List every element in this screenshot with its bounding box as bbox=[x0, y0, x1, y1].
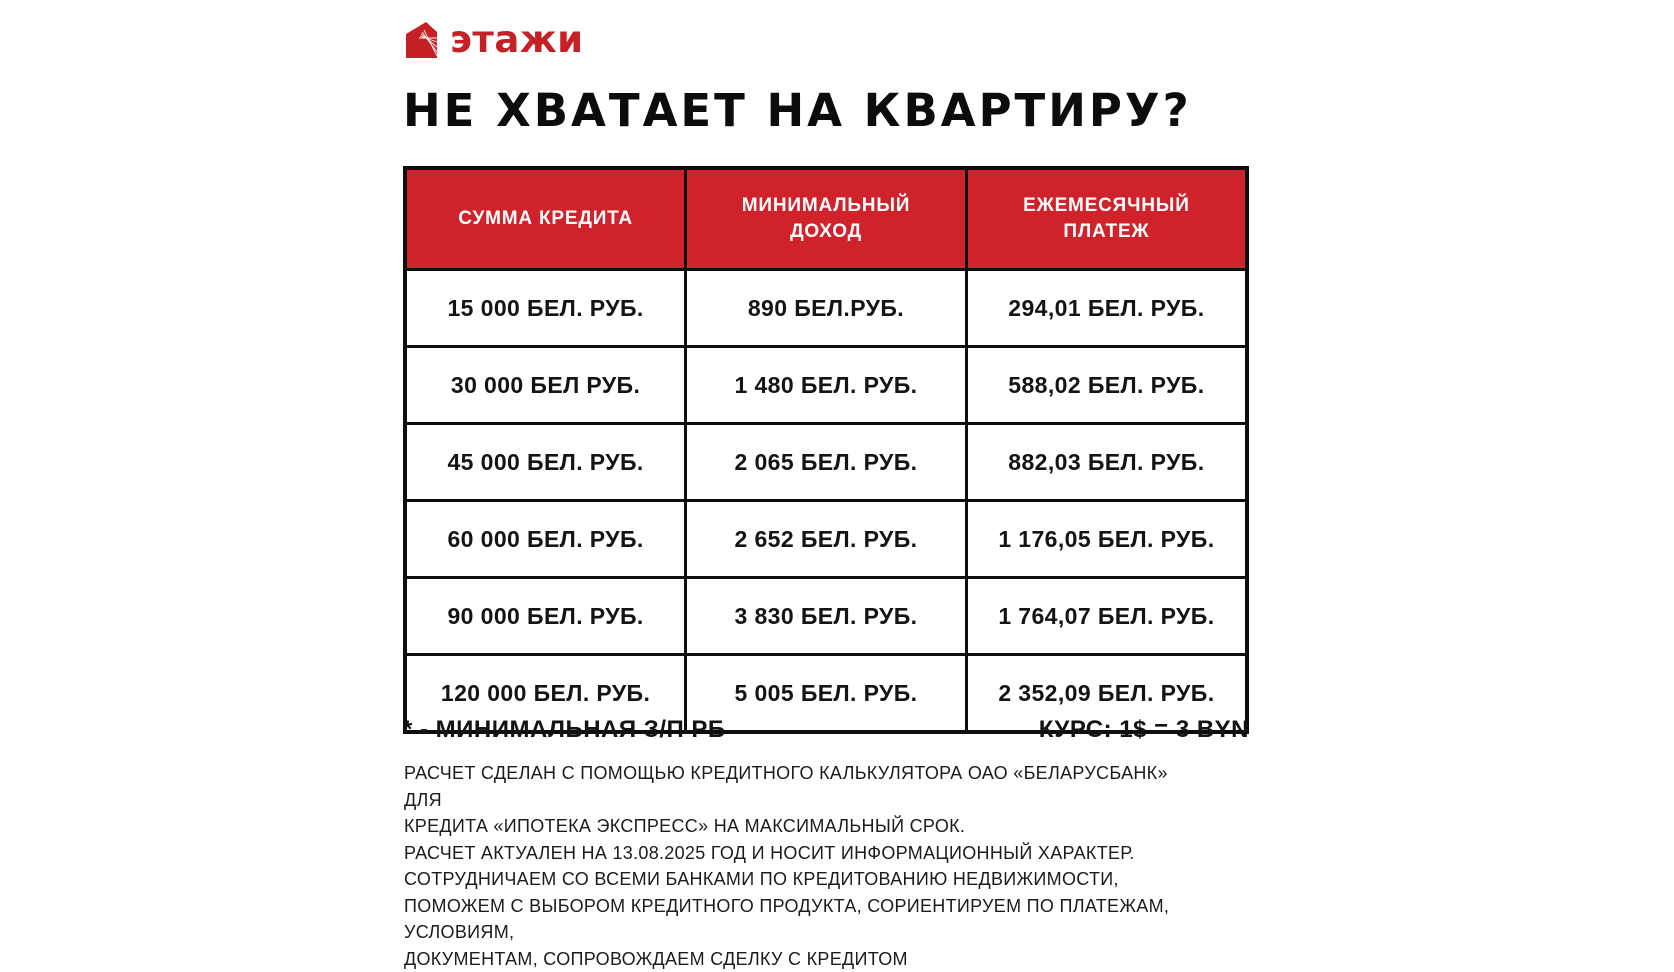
footnote-exchange-rate: КУРС: 1$ = 3 BYN bbox=[1039, 716, 1249, 744]
table-cell: 294,01 БЕЛ. РУБ. bbox=[966, 270, 1247, 347]
brand-logo bbox=[404, 20, 584, 60]
disclaimer-line: УСЛОВИЯМ, bbox=[404, 919, 1204, 946]
table-cell: 2 652 БЕЛ. РУБ. bbox=[686, 501, 967, 578]
table-cell: 5 005 БЕЛ. РУБ. bbox=[686, 655, 967, 733]
table-header-cell: СУММА КРЕДИТА bbox=[405, 168, 686, 270]
table-row bbox=[405, 424, 1247, 501]
table-cell: 45 000 БЕЛ. РУБ. bbox=[405, 424, 686, 501]
table-row bbox=[405, 270, 1247, 347]
page-title: НЕ ХВАТАЕТ НА КВАРТИРУ? bbox=[403, 84, 1183, 137]
table-cell: 588,02 БЕЛ. РУБ. bbox=[966, 347, 1247, 424]
disclaimer-line: КРЕДИТА «ИПОТЕКА ЭКСПРЕСС» НА МАКСИМАЛЬНЫЙ СРОК. bbox=[404, 813, 1204, 840]
table-row bbox=[405, 347, 1247, 424]
disclaimer-line: ДОКУМЕНТАМ, СОПРОВОЖДАЕМ СДЕЛКУ С КРЕДИТОМ bbox=[404, 946, 1204, 972]
table-cell: 890 БЕЛ.РУБ. bbox=[686, 270, 967, 347]
credit-table-header-row bbox=[405, 168, 1247, 270]
table-cell: 1 176,05 БЕЛ. РУБ. bbox=[966, 501, 1247, 578]
table-cell: 1 480 БЕЛ. РУБ. bbox=[686, 347, 967, 424]
table-cell: 2 352,09 БЕЛ. РУБ. bbox=[966, 655, 1247, 733]
table-cell: 882,03 БЕЛ. РУБ. bbox=[966, 424, 1247, 501]
disclaimer-line: ПОМОЖЕМ С ВЫБОРОМ КРЕДИТНОГО ПРОДУКТА, СОРИЕНТИРУЕМ ПО ПЛАТЕЖАМ, bbox=[404, 893, 1204, 920]
table-cell: 1 764,07 БЕЛ. РУБ. bbox=[966, 578, 1247, 655]
table-cell: 90 000 БЕЛ. РУБ. bbox=[405, 578, 686, 655]
table-row bbox=[405, 578, 1247, 655]
credit-table-header bbox=[405, 168, 1247, 270]
disclaimer-line: РАСЧЕТ СДЕЛАН С ПОМОЩЬЮ КРЕДИТНОГО КАЛЬКУЛЯТОРА ОАО «БЕЛАРУСБАНК» ДЛЯ bbox=[404, 760, 1204, 813]
footnotes-row bbox=[403, 716, 1249, 744]
credit-table-body bbox=[405, 270, 1247, 733]
table-cell: 60 000 БЕЛ. РУБ. bbox=[405, 501, 686, 578]
table-cell: 120 000 БЕЛ. РУБ. bbox=[405, 655, 686, 733]
credit-table bbox=[403, 166, 1249, 734]
footnote-minimum-salary: * - МИНИМАЛЬНАЯ З/П РБ bbox=[403, 716, 726, 744]
disclaimer-line: РАСЧЕТ АКТУАЛЕН НА 13.08.2025 ГОД И НОСИТ ИНФОРМАЦИОННЫЙ ХАРАКТЕР. bbox=[404, 840, 1204, 867]
table-cell: 3 830 БЕЛ. РУБ. bbox=[686, 578, 967, 655]
disclaimer-text bbox=[404, 760, 1204, 972]
disclaimer-line: СОТРУДНИЧАЕМ СО ВСЕМИ БАНКАМИ ПО КРЕДИТОВАНИЮ НЕДВИЖИМОСТИ, bbox=[404, 866, 1204, 893]
table-cell: 15 000 БЕЛ. РУБ. bbox=[405, 270, 686, 347]
table-header-cell: МИНИМАЛЬНЫЙ ДОХОД bbox=[686, 168, 967, 270]
brand-logo-text: этажи bbox=[450, 20, 584, 60]
house-icon bbox=[404, 20, 442, 60]
table-cell: 30 000 БЕЛ РУБ. bbox=[405, 347, 686, 424]
table-row bbox=[405, 501, 1247, 578]
table-cell: 2 065 БЕЛ. РУБ. bbox=[686, 424, 967, 501]
table-header-cell: ЕЖЕМЕСЯЧНЫЙ ПЛАТЕЖ bbox=[966, 168, 1247, 270]
